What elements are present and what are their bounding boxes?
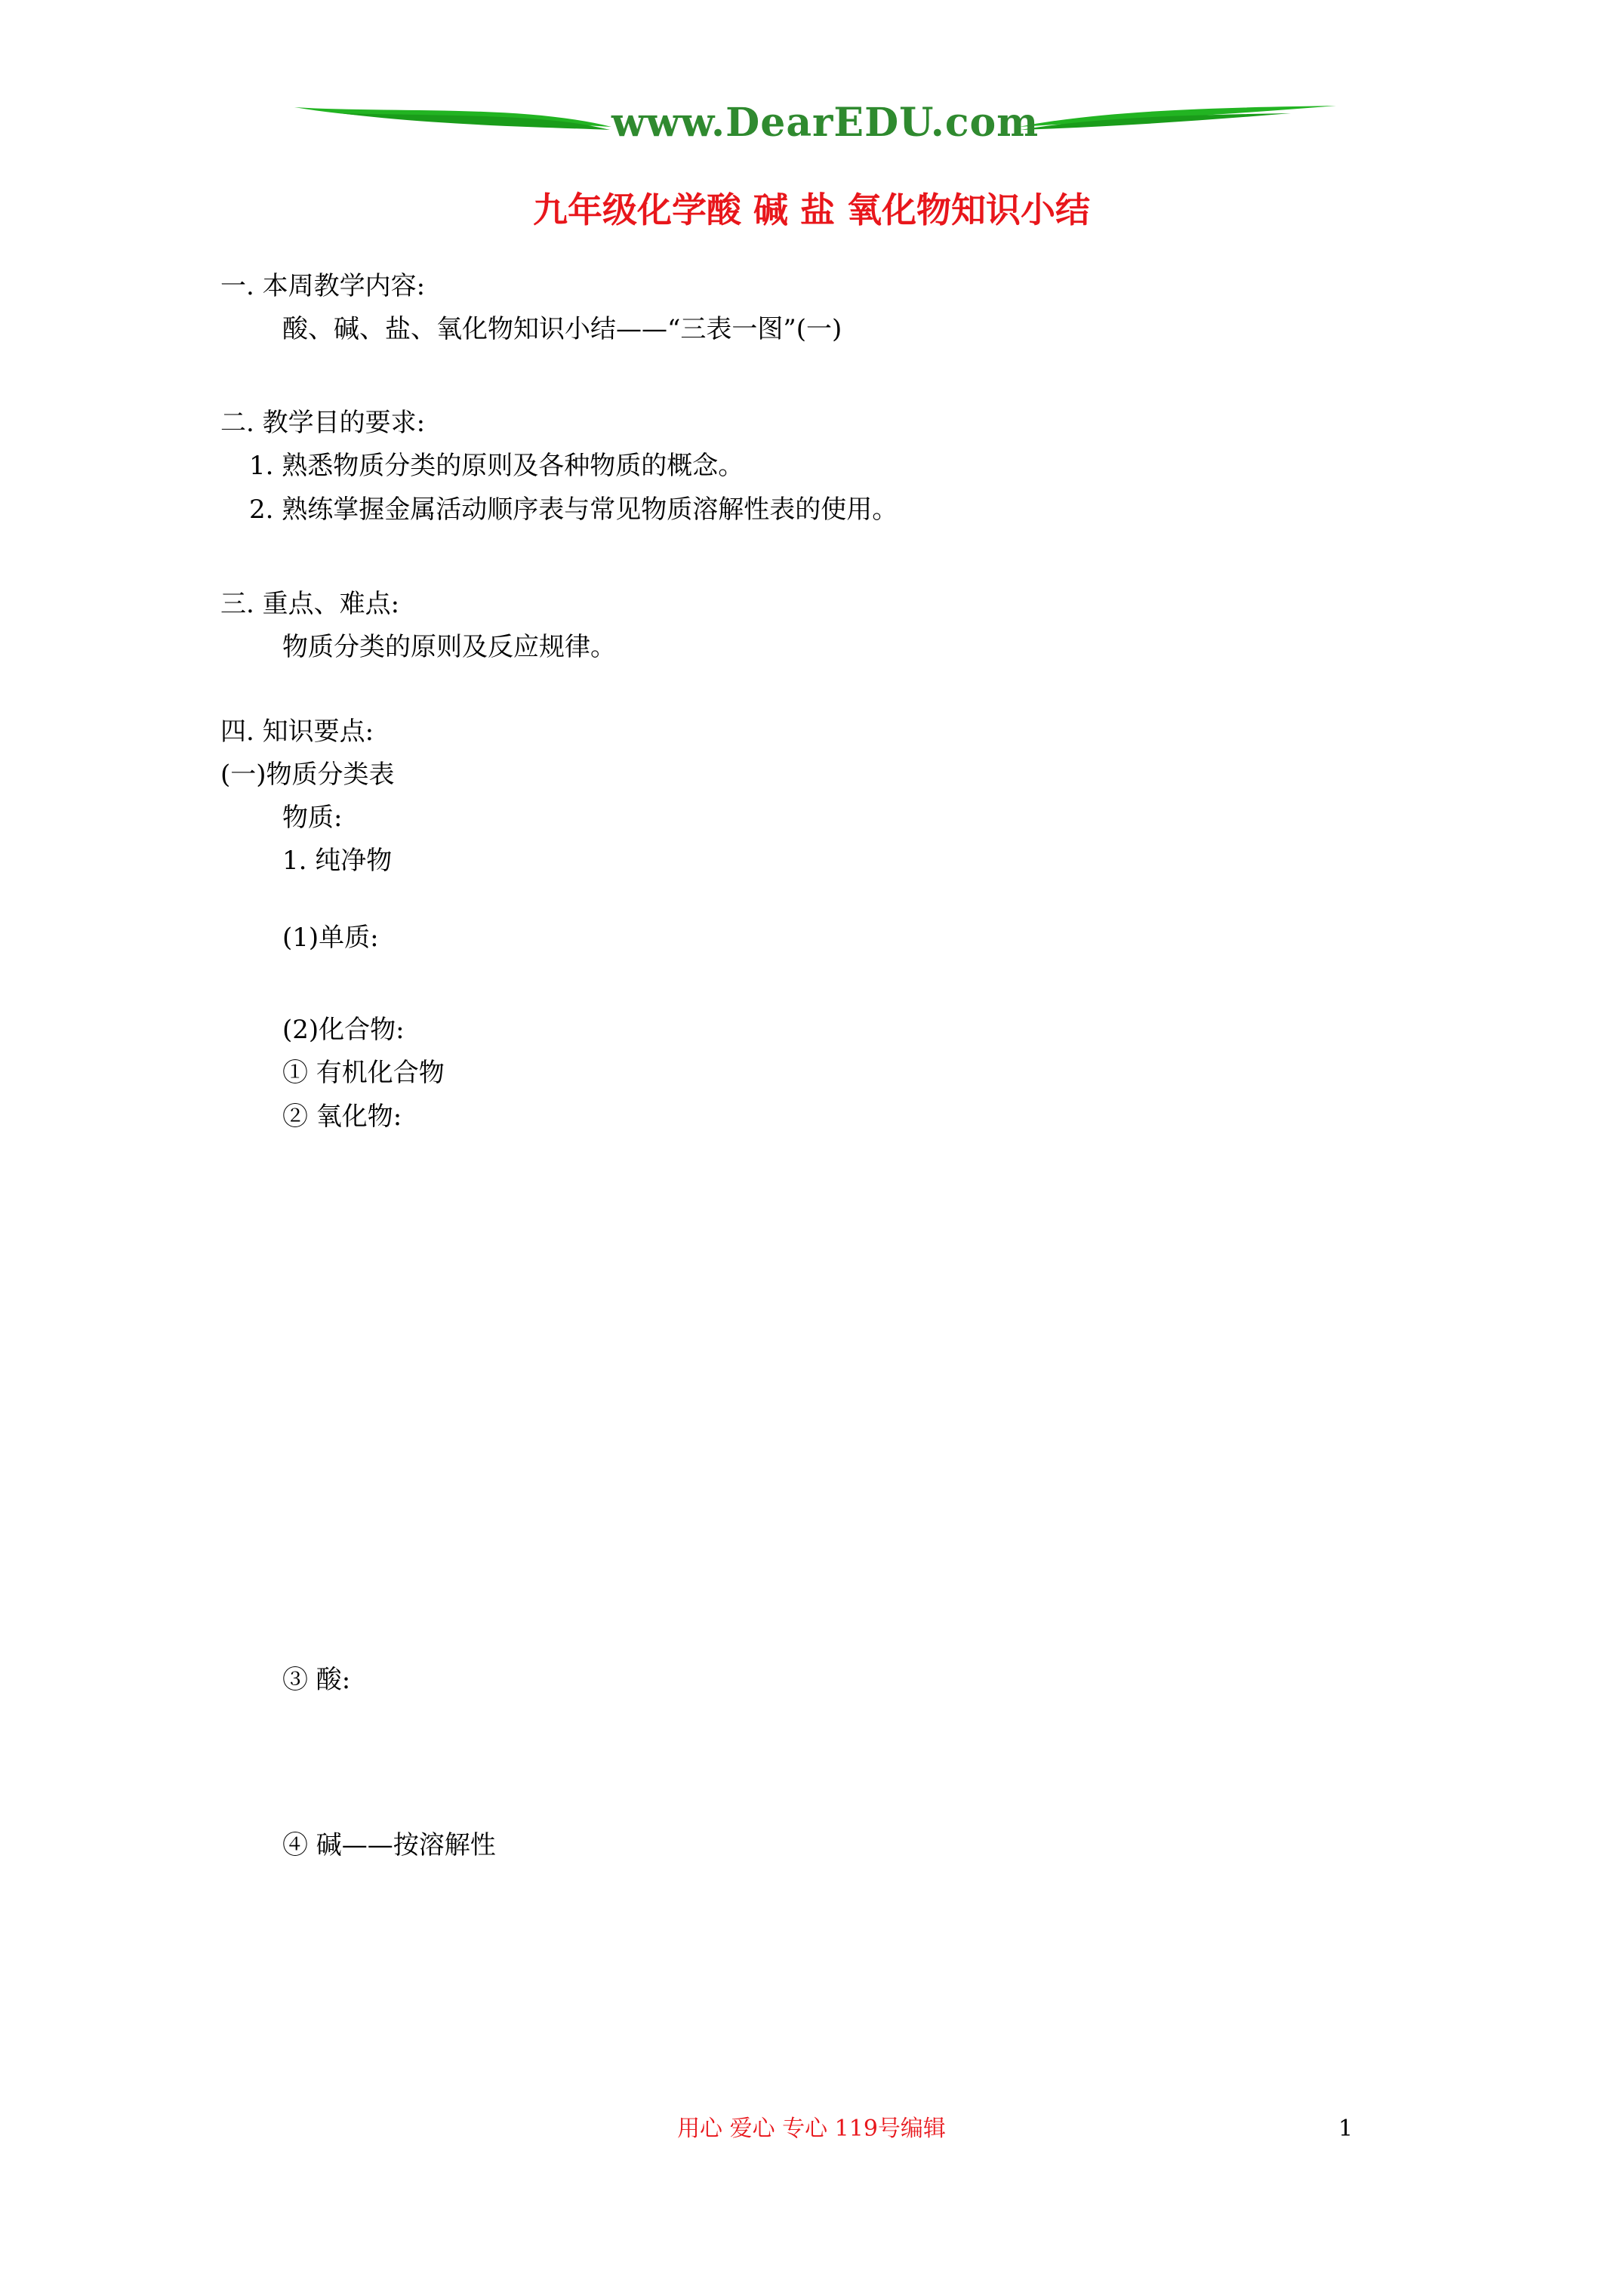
section-1-heading: 一. 本周教学内容: (220, 271, 426, 301)
section-2-heading: 二. 教学目的要求: (220, 408, 426, 438)
element-label: (1)单质: (282, 923, 379, 953)
section-2-item-2: 2. 熟练掌握金属活动顺序表与常见物质溶解性表的使用。 (249, 495, 898, 525)
pure-substance-label: 1. 纯净物 (282, 846, 393, 876)
section-3-text: 物质分类的原则及反应规律。 (282, 632, 616, 662)
organic-compound-label: ① 有机化合物 (282, 1058, 445, 1088)
section-4-heading: 四. 知识要点: (220, 717, 374, 747)
page-title: 九年级化学酸 碱 盐 氧化物知识小结 (532, 190, 1091, 230)
footer-text: 用心 爱心 专心 119号编辑 (677, 2116, 946, 2142)
acid-label: ③ 酸: (282, 1665, 351, 1695)
page-number: 1 (1338, 2116, 1354, 2142)
banner-logo-text: www.DearEDU.com (611, 100, 1039, 146)
oxide-label: ② 氧化物: (282, 1102, 402, 1132)
section-3-heading: 三. 重点、难点: (220, 589, 400, 619)
base-label: ④ 碱——按溶解性 (282, 1830, 496, 1860)
section-1-text: 酸、碱、盐、氧化物知识小结——“三表一图”(一) (282, 314, 842, 344)
matter-label: 物质: (282, 803, 343, 833)
section-2-item-1: 1. 熟悉物质分类的原则及各种物质的概念。 (249, 451, 744, 481)
compound-label: (2)化合物: (282, 1015, 405, 1045)
header-banner (294, 91, 1336, 159)
section-4-subheading: (一)物质分类表 (220, 760, 395, 790)
